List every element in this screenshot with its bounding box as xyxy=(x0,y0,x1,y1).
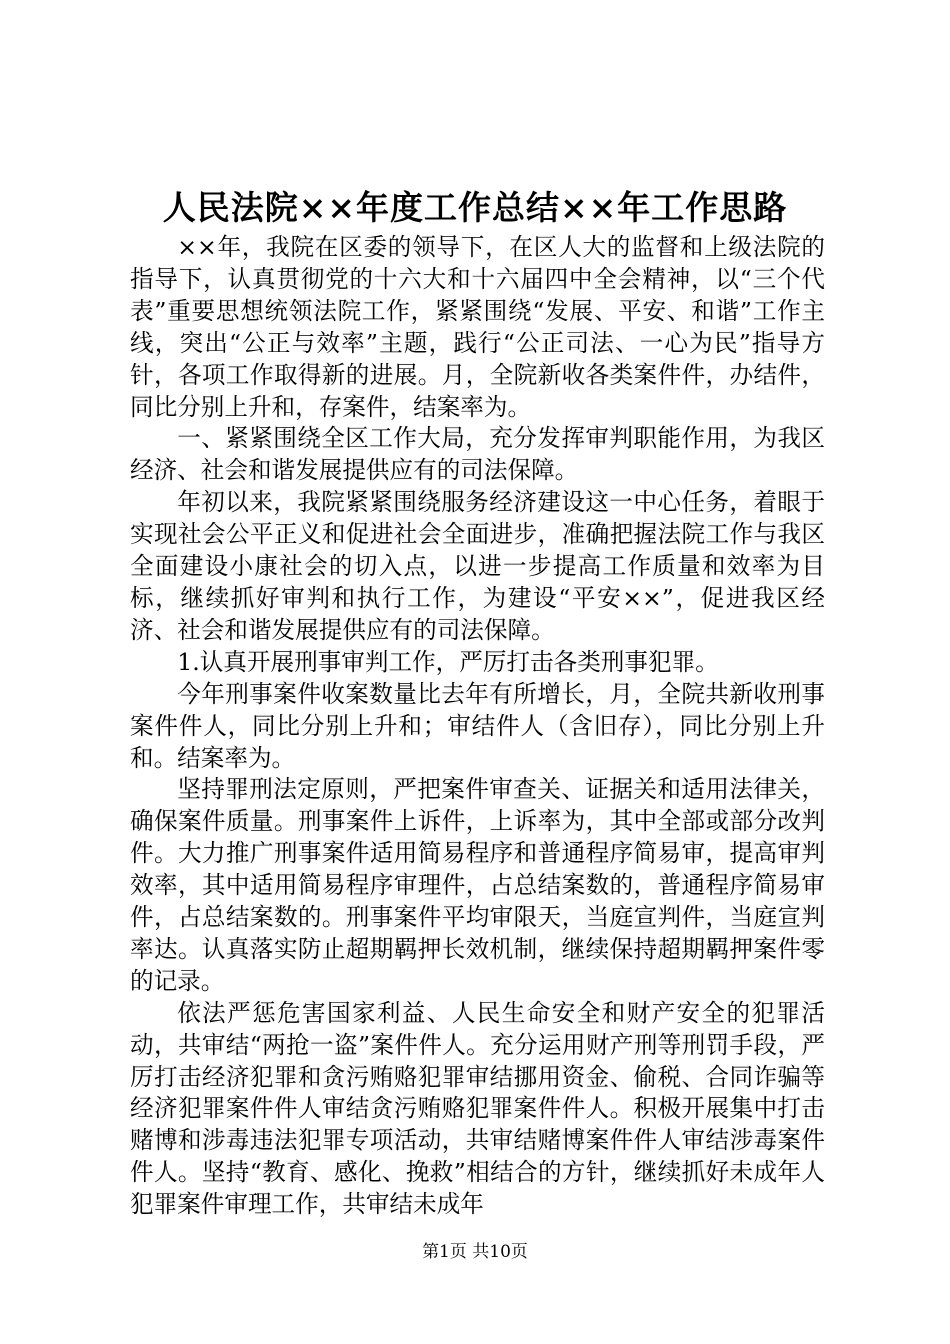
paragraph: 1.认真开展刑事审判工作，严厉打击各类刑事犯罪。 xyxy=(177,647,719,676)
paragraph: 坚持罪刑法定原则，严把案件审查关、证据关和适用法律关，确保案件质量。刑事案件上诉件，上诉率为，其中全部或部分改判件。大力推广刑事案件适用简易程序和普通程序简易审，提高审判效率，其中适用简易程序审理件，占总结案数的，普通程序简易审件，占总结案数的。刑事案件平均审限天，当庭宣判件，当庭宣判率达。认真落实防止超期羁押长效机制，继续保持超期羁押案件零的记录。 xyxy=(130,775,825,995)
paragraph: 今年刑事案件收案数量比去年有所增长，月，全院共新收刑事案件件人，同比分别上升和；审结件人（含旧存），同比分别上升和。结案率为。 xyxy=(130,679,825,772)
paragraph: 依法严惩危害国家利益、人民生命安全和财产安全的犯罪活动，共审结“两抢一盗”案件件人。充分运用财产刑等刑罚手段，严厉打击经济犯罪和贪污贿赂犯罪审结挪用资金、偷税、合同诈骗等经济犯罪案件件人审结贪污贿赂犯罪案件件人。积极开展集中打击赌博和涉毒违法犯罪专项活动，共审结赌博案件件人审结涉毒案件件人。坚持“教育、感化、挽救”相结合的方针，继续抓好未成年人犯罪案件审理工作，共审结未成年 xyxy=(130,998,825,1219)
document-title: 人民法院××年度工作总结××年工作思路 xyxy=(162,188,788,227)
document-body xyxy=(130,232,825,1221)
paragraph: ××年，我院在区委的领导下，在区人大的监督和上级法院的指导下，认真贯彻党的十六大和十六届四中全会精神，以“三个代表”重要思想统领法院工作，紧紧围绕“发展、平安、和谐”工作主线，突出“公正与效率”主题，践行“公正司法、一心为民”指导方针，各项工作取得新的进展。月，全院新收各类案件件，办结件，同比分别上升和，存案件，结案率为。 xyxy=(130,233,825,421)
paragraph: 一、紧紧围绕全区工作大局，充分发挥审判职能作用，为我区经济、社会和谐发展提供应有的司法保障。 xyxy=(130,424,825,485)
page-number-footer: 第1页 共10页 xyxy=(422,1242,528,1262)
paragraph: 年初以来，我院紧紧围绕服务经济建设这一中心任务，着眼于实现社会公平正义和促进社会全面进步，准确把握法院工作与我区全面建设小康社会的切入点，以进一步提高工作质量和效率为目标，继续抓好审判和执行工作，为建设“平安××”，促进我区经济、社会和谐发展提供应有的司法保障。 xyxy=(130,488,825,644)
